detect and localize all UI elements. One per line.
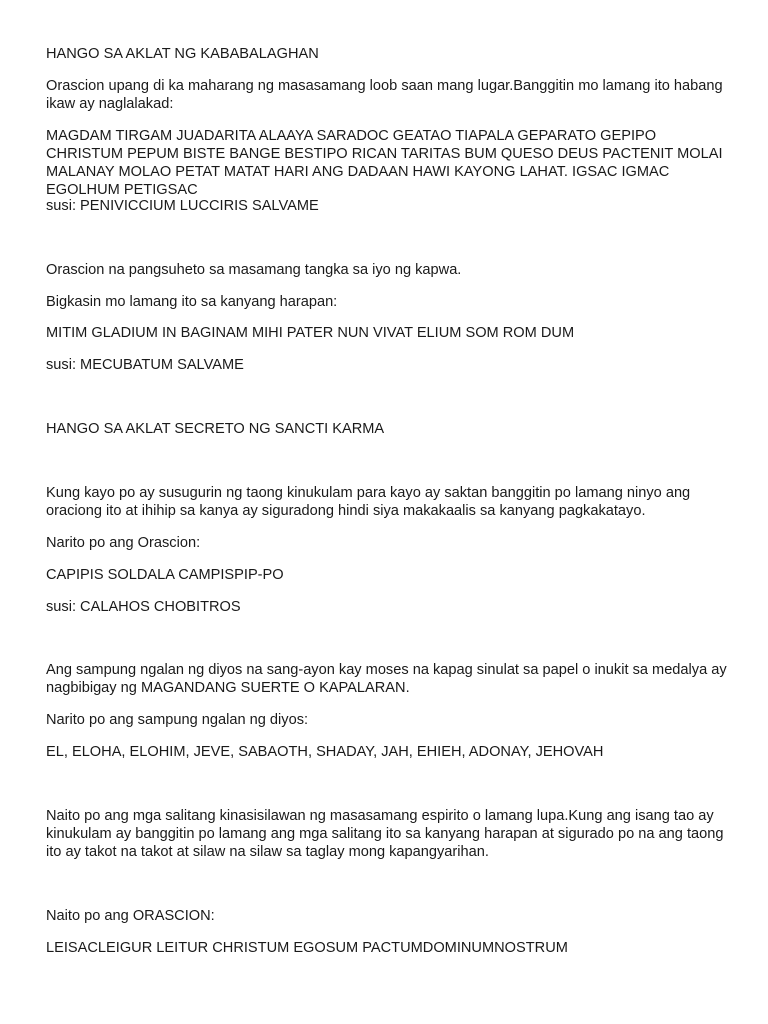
- paragraph-narito-orascion: Narito po ang Orascion:: [46, 535, 201, 551]
- heading-sancti-karma: HANGO SA AKLAT SECRETO NG SANCTI KARMA: [46, 421, 385, 437]
- prayer-text-3: CAPIPIS SOLDALA CAMPISPIP-PO: [46, 567, 284, 583]
- susi-1: susi: PENIVICCIUM LUCCIRIS SALVAME: [46, 198, 319, 214]
- paragraph-narito-ngalan: Narito po ang sampung ngalan ng diyos:: [46, 712, 309, 728]
- paragraph-orascion-intro: Orascion upang di ka maharang ng masasamang loob saan mang lugar.Banggitin mo lamang ito habang ikaw ay naglalakad:: [46, 78, 723, 112]
- prayer-text-1: MAGDAM TIRGAM JUADARITA ALAAYA SARADOC GEATAO TIAPALA GEPARATO GEPIPO CHRISTUM PEPUM BISTE BANGE BESTIPO RICAN TARITAS BUM QUESO DEUS PACTENIT MOLAI MALANAY MOLAO PETAT MATAT HARI ANG DADAAN HAWI KAYONG LAHAT. IGSAC IGMAC EGOLHUM PETIGSAC: [46, 128, 723, 198]
- paragraph-kinasisilawan: Naito po ang mga salitang kinasisilawan ng masasamang espirito o lamang lupa.Kung ang isang tao ay kinukulam ay banggitin po lamang ang mga salitang ito sa kanyang harapan at sigurado po na ang taong ito ay takot na takot at silaw na silaw sa taglay mong kapangyarihan.: [46, 808, 724, 860]
- paragraph-sampung-ngalan: Ang sampung ngalan ng diyos na sang-ayon kay moses na kapag sinulat sa papel o inukit sa medalya ay nagbibigay ng MAGANDANG SUERTE O KAPALARAN.: [46, 662, 727, 696]
- prayer-text-4: LEISACLEIGUR LEITUR CHRISTUM EGOSUM PACTUMDOMINUMNOSTRUM: [46, 940, 568, 956]
- susi-2: susi: MECUBATUM SALVAME: [46, 357, 244, 373]
- paragraph-bigkasin: Bigkasin mo lamang ito sa kanyang harapan:: [46, 294, 338, 310]
- paragraph-pangsuheto: Orascion na pangsuheto sa masamang tangka sa iyo ng kapwa.: [46, 262, 462, 278]
- paragraph-naito-orascion: Naito po ang ORASCION:: [46, 908, 215, 924]
- prayer-text-2: MITIM GLADIUM IN BAGINAM MIHI PATER NUN VIVAT ELIUM SOM ROM DUM: [46, 325, 575, 341]
- paragraph-kinukulam: Kung kayo po ay susugurin ng taong kinukulam para kayo ay saktan banggitin po lamang ninyo ang oraciong ito at ihihip sa kanya ay siguradong hindi siya makakaalis sa kanyang pagkakatayo.: [46, 485, 691, 519]
- heading-kababalaghan: HANGO SA AKLAT NG KABABALAGHAN: [46, 46, 319, 62]
- names-of-god: EL, ELOHA, ELOHIM, JEVE, SABAOTH, SHADAY, JAH, EHIEH, ADONAY, JEHOVAH: [46, 744, 604, 760]
- susi-3: susi: CALAHOS CHOBITROS: [46, 599, 241, 615]
